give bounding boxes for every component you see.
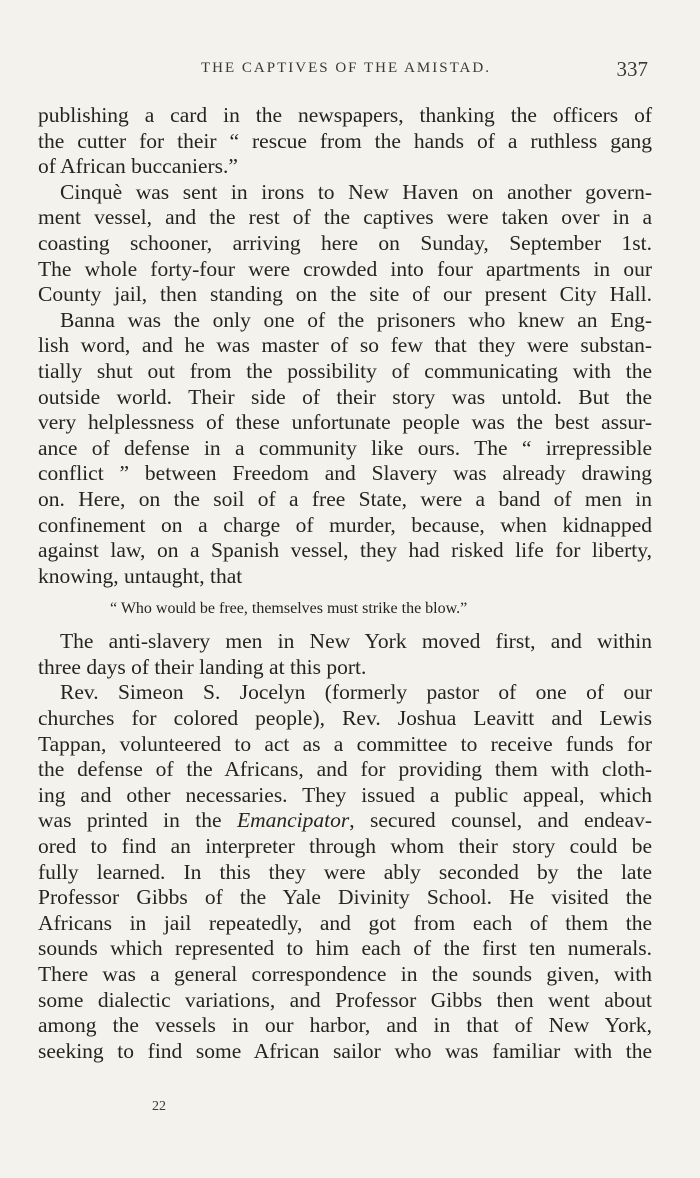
text-line: coasting schooner, arriving here on Sunday, September 1st. <box>38 230 652 255</box>
running-title: THE CAPTIVES OF THE AMISTAD. <box>201 60 491 76</box>
text-line: The whole forty-four were crowded into four apartments in our <box>38 256 652 281</box>
text-line: Professor Gibbs of the Yale Divinity School. He visited the <box>38 885 652 910</box>
text-line: outside world. Their side of their story was untold. But the <box>38 384 652 409</box>
text-line: confinement on a charge of murder, because, when kidnapped <box>38 512 652 537</box>
text-line: County jail, then standing on the site of our present City Hall. <box>38 282 652 307</box>
text-line: some dialectic variations, and Professor Gibbs then went about <box>38 987 652 1012</box>
text-line: tially shut out from the possibility of communicating with the <box>38 358 652 383</box>
text-line: publishing a card in the newspapers, thanking the officers of <box>38 103 652 127</box>
text-segment: , secured counsel, and endeav- <box>349 808 653 833</box>
text-line: churches for colored people), Rev. Joshua Leavitt and Lewis <box>38 706 652 731</box>
text-line: against law, on a Spanish vessel, they had risked life for liberty, <box>38 538 652 563</box>
text-line: Cinquè was sent in irons to New Haven on another govern- <box>60 179 652 204</box>
text-line: There was a general correspondence in the sounds given, with <box>38 962 652 986</box>
text-line: on. Here, on the soil of a free State, were a band of men in <box>38 486 652 511</box>
text-line: very helplessness of these unfortunate people was the best assur- <box>38 410 652 435</box>
text-line: ment vessel, and the rest of the captives were taken over in a <box>38 205 652 230</box>
text-line: Rev. Simeon S. Jocelyn (formerly pastor of one of our <box>60 680 652 705</box>
text-line: The anti-slavery men in New York moved first, and within <box>60 629 652 654</box>
text-line: sounds which represented to him each of the first ten numerals. <box>38 936 652 961</box>
text-line: among the vessels in our harbor, and in that of New York, <box>38 1013 652 1038</box>
text-line <box>38 808 652 834</box>
body-text <box>38 103 652 1064</box>
text-line: ance of defense in a community like ours. The “ irrepressible <box>38 435 652 460</box>
text-line: of African buccaniers.” <box>38 154 238 179</box>
running-head <box>36 57 656 86</box>
text-line: the defense of the Africans, and for providing them with cloth- <box>38 757 652 782</box>
text-line: fully learned. In this they were ably seconded by the late <box>38 859 652 884</box>
periodical-title: Emancipator <box>236 808 350 833</box>
text-line: Tappan, volunteered to act as a committee to receive funds for <box>38 731 652 756</box>
text-segment: was printed in the <box>38 808 222 833</box>
text-line: ored to find an interpreter through whom their story could be <box>38 834 652 859</box>
text-line: seeking to find some African sailor who was familiar with the <box>38 1038 652 1063</box>
text-line: lish word, and he was master of so few that they were substan- <box>38 333 652 358</box>
signature-mark: 22 <box>152 1099 166 1114</box>
text-line: Banna was the only one of the prisoners who knew an Eng- <box>60 307 652 332</box>
page-number: 337 <box>616 57 648 81</box>
text-line: three days of their landing at this port. <box>38 654 367 679</box>
text-line: Africans in jail repeatedly, and got from each of them the <box>38 910 652 935</box>
text-line: the cutter for their “ rescue from the hands of a ruthless gang <box>38 128 652 153</box>
text-line: conflict ” between Freedom and Slavery was already drawing <box>38 461 652 486</box>
text-line: ing and other necessaries. They issued a public appeal, which <box>38 782 652 807</box>
verse-quote: “ Who would be free, themselves must strike the blow.” <box>110 600 468 618</box>
text-line: knowing, untaught, that <box>38 563 243 588</box>
